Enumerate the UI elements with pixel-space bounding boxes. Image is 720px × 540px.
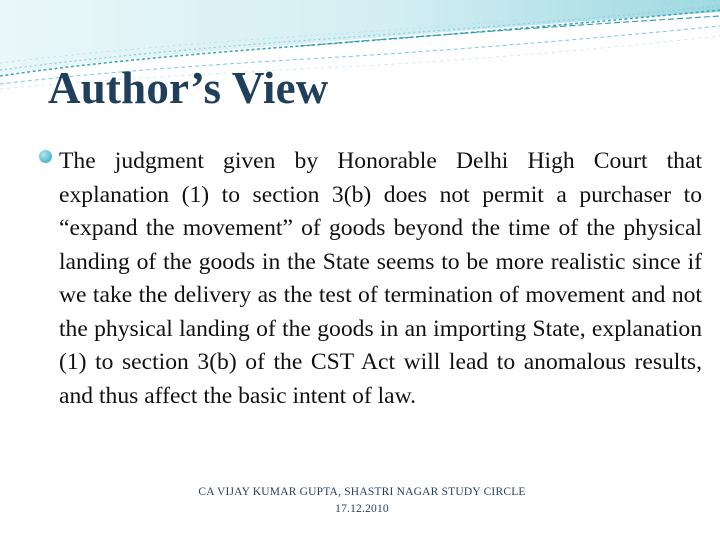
slide-title: Author’s View [48, 63, 329, 113]
bullet-text: The judgment given by Honorable Delhi High Court that explanation (1) to section 3(b) does not permit a purchaser to “expand the movement” of goods beyond the time of the physical landing of the goods in the State seems to be more realistic since if we take the delivery as the test of termination of movement and not the physical landing of the goods in an importing State, explanation (1) to section 3(b) of the CST Act will lead to anomalous results, and thus affect the basic intent of law. [59, 148, 702, 409]
footer-author: CA VIJAY KUMAR GUPTA, SHASTRI NAGAR STUDY CIRCLE [198, 486, 526, 498]
bullet-dot-icon [39, 150, 52, 163]
footer-date: 17.12.2010 [335, 503, 389, 515]
